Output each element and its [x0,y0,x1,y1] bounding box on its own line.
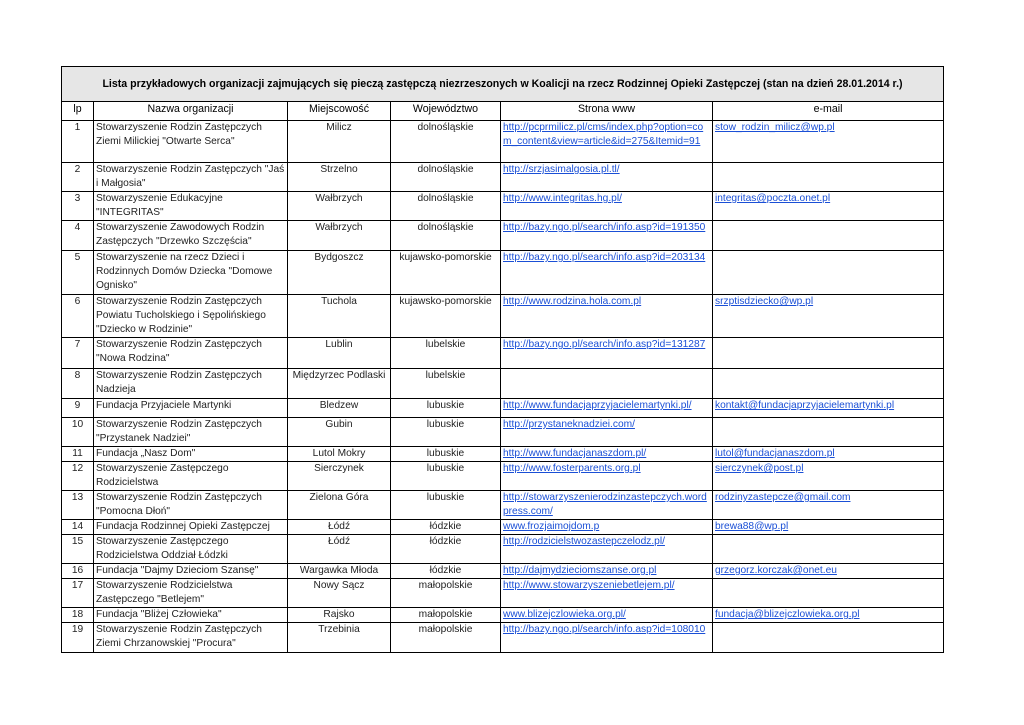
org-region: dolnośląskie [391,121,501,163]
org-email-link [713,418,944,447]
org-name: Stowarzyszenie Zawodowych Rodzin Zastępczych "Drzewko Szczęścia" [94,221,288,251]
org-region: łódzkie [391,520,501,535]
org-name: Stowarzyszenie Zastępczego Rodzicielstwa [94,462,288,491]
org-website-link[interactable]: http://srzjasimalgosia.pl.tl/ [501,163,713,192]
org-city: Lutol Mokry [288,447,391,462]
org-name: Stowarzyszenie na rzecz Dzieci i Rodzinnych Domów Dziecka "Domowe Ognisko" [94,251,288,295]
header-name: Nazwa organizacji [94,102,288,121]
org-city: Strzelno [288,163,391,192]
row-number: 3 [62,192,94,221]
org-website-link[interactable]: http://bazy.ngo.pl/search/info.asp?id=131287 [501,338,713,369]
org-website-link[interactable]: www.frozjaimojdom.p [501,520,713,535]
org-website-link[interactable]: http://rodzicielstwozastepczelodz.pl/ [501,535,713,564]
org-email-link[interactable]: lutol@fundacjanaszdom.pl [713,447,944,462]
org-email-link [713,535,944,564]
org-region: łódzkie [391,564,501,579]
org-website-link[interactable]: www.blizejczlowieka.org.pl/ [501,608,713,623]
org-email-link [713,579,944,608]
row-number: 1 [62,121,94,163]
org-email-link[interactable]: stow_rodzin_milicz@wp.pl [713,121,944,163]
org-name: Stowarzyszenie Zastępczego Rodzicielstwa Oddział Łódzki [94,535,288,564]
org-city: Milicz [288,121,391,163]
table-row [62,608,944,623]
org-name: Fundacja Przyjaciele Martynki [94,399,288,418]
table-row [62,163,944,192]
org-city: Trzebinia [288,623,391,653]
row-number: 15 [62,535,94,564]
org-city: Łódź [288,520,391,535]
org-region: lubuskie [391,462,501,491]
org-website-link[interactable]: http://bazy.ngo.pl/search/info.asp?id=191350 [501,221,713,251]
org-name: Stowarzyszenie Rodzin Zastępczych Nadzieja [94,369,288,399]
table-row [62,192,944,221]
org-city: Wargawka Młoda [288,564,391,579]
org-email-link[interactable]: sierczynek@post.pl [713,462,944,491]
org-email-link [713,251,944,295]
row-number: 17 [62,579,94,608]
row-number: 19 [62,623,94,653]
org-email-link [713,623,944,653]
org-website-link[interactable]: http://bazy.ngo.pl/search/info.asp?id=203134 [501,251,713,295]
org-name: Stowarzyszenie Rodzicielstwa Zastępczego "Betlejem" [94,579,288,608]
table-row [62,399,944,418]
table-row [62,579,944,608]
org-website-link[interactable]: http://przystaneknadziei.com/ [501,418,713,447]
org-region: lubelskie [391,369,501,399]
org-city: Bledzew [288,399,391,418]
header-email: e-mail [713,102,944,121]
table-row [62,535,944,564]
row-number: 12 [62,462,94,491]
row-number: 16 [62,564,94,579]
org-city: Nowy Sącz [288,579,391,608]
table-row [62,447,944,462]
org-city: Wałbrzych [288,221,391,251]
org-website-link[interactable]: http://dajmydzieciomszanse.org.pl [501,564,713,579]
table-row [62,295,944,338]
org-website-link[interactable]: http://www.stowarzyszeniebetlejem.pl/ [501,579,713,608]
table-row [62,369,944,399]
org-name: Stowarzyszenie Rodzin Zastępczych "Pomocna Dłoń" [94,491,288,520]
organizations-table [61,66,944,653]
org-city: Tuchola [288,295,391,338]
org-name: Stowarzyszenie Rodzin Zastępczych Ziemi Milickiej "Otwarte Serca" [94,121,288,163]
table-body [62,121,944,653]
row-number: 11 [62,447,94,462]
org-email-link [713,163,944,192]
org-website-link[interactable]: http://www.rodzina.hola.com.pl [501,295,713,338]
header-region: Województwo [391,102,501,121]
org-email-link[interactable]: integritas@poczta.onet.pl [713,192,944,221]
org-region: małopolskie [391,623,501,653]
org-email-link[interactable]: brewa88@wp.pl [713,520,944,535]
table-row [62,338,944,369]
row-number: 2 [62,163,94,192]
org-region: małopolskie [391,579,501,608]
org-city: Łódź [288,535,391,564]
org-region: dolnośląskie [391,221,501,251]
table-row [62,520,944,535]
org-region: kujawsko-pomorskie [391,295,501,338]
org-region: lubuskie [391,447,501,462]
org-city: Zielona Góra [288,491,391,520]
org-name: Fundacja "Bliżej Człowieka" [94,608,288,623]
table-row [62,491,944,520]
org-name: Stowarzyszenie Rodzin Zastępczych Powiatu Tucholskiego i Sępolińskiego "Dziecko w Rodzinie" [94,295,288,338]
row-number: 9 [62,399,94,418]
org-city: Gubin [288,418,391,447]
org-name: Stowarzyszenie Rodzin Zastępczych "Przystanek Nadziei" [94,418,288,447]
org-website-link[interactable]: http://www.fundacjaprzyjacielemartynki.pl/ [501,399,713,418]
org-email-link[interactable]: srzptisdziecko@wp.pl [713,295,944,338]
org-name: Fundacja „Nasz Dom" [94,447,288,462]
org-website-link [501,369,713,399]
org-city: Bydgoszcz [288,251,391,295]
org-email-link [713,338,944,369]
org-region: kujawsko-pomorskie [391,251,501,295]
row-number: 14 [62,520,94,535]
org-email-link[interactable]: grzegorz.korczak@onet.eu [713,564,944,579]
table-row [62,251,944,295]
header-city: Miejscowość [288,102,391,121]
table-row [62,418,944,447]
table-row [62,564,944,579]
org-region: lubuskie [391,491,501,520]
table-title: Lista przykładowych organizacji zajmujących się pieczą zastępczą niezrzeszonych w Koalicji na rzecz Rodzinnej Opieki Zastępczej (stan na dzień 28.01.2014 r.) [62,67,944,102]
row-number: 7 [62,338,94,369]
org-region: małopolskie [391,608,501,623]
row-number: 18 [62,608,94,623]
table-row [62,623,944,653]
org-city: Wałbrzych [288,192,391,221]
org-website-link[interactable]: http://bazy.ngo.pl/search/info.asp?id=108010 [501,623,713,653]
org-email-link[interactable]: kontakt@fundacjaprzyjacielemartynki.pl [713,399,944,418]
header-lp: lp [62,102,94,121]
org-website-link[interactable]: http://www.integritas.hg.pl/ [501,192,713,221]
org-region: lubelskie [391,338,501,369]
org-website-link[interactable]: http://stowarzyszenierodzinzastepczych.wordpress.com/ [501,491,713,520]
org-name: Fundacja "Dajmy Dzieciom Szansę" [94,564,288,579]
table-row [62,221,944,251]
header-row [62,102,944,121]
row-number: 10 [62,418,94,447]
org-region: łódzkie [391,535,501,564]
org-city: Sierczynek [288,462,391,491]
org-city: Rajsko [288,608,391,623]
row-number: 4 [62,221,94,251]
table-row [62,462,944,491]
org-city: Lublin [288,338,391,369]
row-number: 8 [62,369,94,399]
org-region: lubuskie [391,418,501,447]
row-number: 13 [62,491,94,520]
org-email-link [713,369,944,399]
org-website-link[interactable]: http://www.fundacjanaszdom.pl/ [501,447,713,462]
header-www: Strona www [501,102,713,121]
org-region: dolnośląskie [391,163,501,192]
org-name: Stowarzyszenie Rodzin Zastępczych "Jaś i Małgosia" [94,163,288,192]
org-website-link[interactable]: http://www.fosterparents.org.pl [501,462,713,491]
org-name: Stowarzyszenie Edukacyjne "INTEGRITAS" [94,192,288,221]
row-number: 6 [62,295,94,338]
org-email-link [713,221,944,251]
org-name: Stowarzyszenie Rodzin Zastępczych Ziemi Chrzanowskiej "Procura" [94,623,288,653]
org-name: Stowarzyszenie Rodzin Zastępczych "Nowa Rodzina" [94,338,288,369]
org-email-link[interactable]: fundacja@blizejczlowieka.org.pl [713,608,944,623]
org-website-link[interactable]: http://pcprmilicz.pl/cms/index.php?option=com_content&view=article&id=275&Itemid=91 [501,121,713,163]
row-number: 5 [62,251,94,295]
org-city: Międzyrzec Podlaski [288,369,391,399]
org-region: dolnośląskie [391,192,501,221]
table-row [62,121,944,163]
org-region: lubuskie [391,399,501,418]
org-name: Fundacja Rodzinnej Opieki Zastępczej [94,520,288,535]
org-email-link[interactable]: rodzinyzastepcze@gmail.com [713,491,944,520]
